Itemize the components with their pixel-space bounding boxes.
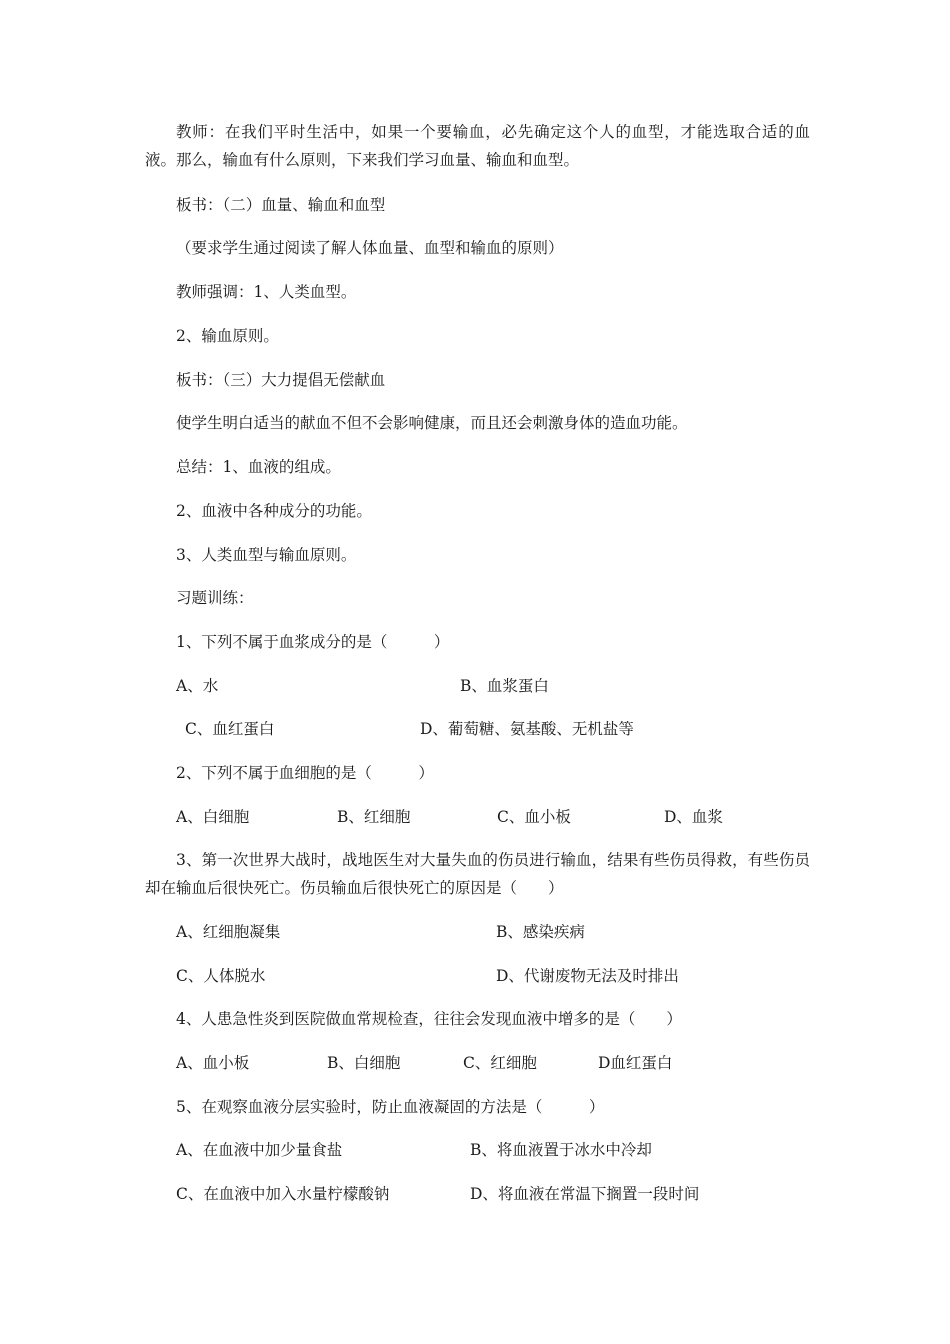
question-4-option-d: D血红蛋白 [598,1054,673,1072]
board-heading-3: 板书：（三）大力提倡无偿献血 [176,371,386,389]
summary-3: 3、人类血型与输血原则。 [176,546,357,564]
question-3-option-a: A、红细胞凝集 [176,923,281,941]
reading-note: （要求学生通过阅读了解人体血量、血型和输血的原则） [176,239,564,257]
board-heading-2: 板书：（二）血量、输血和血型 [176,196,386,214]
question-1-option-d: D、葡萄糖、氨基酸、无机盐等 [420,720,634,738]
teacher-emphasis-2: 2、输血原则。 [176,327,279,345]
question-3-stem: 3、第一次世界大战时，战地医生对大量失血的伤员进行输血，结果有些伤员得救，有些伤员却在输血后很快死亡。伤员输血后很快死亡的原因是（ ） [145,851,810,897]
question-2-option-a: A、白细胞 [176,808,250,826]
question-4-option-c: C、红细胞 [463,1054,537,1072]
question-2-option-c: C、血小板 [497,808,571,826]
question-4-option-b: B、白细胞 [327,1054,401,1072]
question-5-option-d: D、将血液在常温下搁置一段时间 [470,1185,700,1203]
question-1-stem: 1、下列不属于血浆成分的是（ ） [176,633,450,651]
question-1-option-b: B、血浆蛋白 [460,677,549,695]
question-1-option-a: A、水 [176,677,219,695]
question-3-option-b: B、感染疾病 [496,923,585,941]
question-2-option-b: B、红细胞 [337,808,411,826]
question-1-option-c: C、血红蛋白 [185,720,275,738]
donation-note: 使学生明白适当的献血不但不会影响健康，而且还会刺激身体的造血功能。 [176,414,688,432]
summary-1: 总结：1、血液的组成。 [176,458,341,476]
question-5-option-a: A、在血液中加少量食盐 [176,1141,343,1159]
question-4-option-a: A、血小板 [176,1054,250,1072]
question-5-stem: 5、在观察血液分层实验时，防止血液凝固的方法是（ ） [176,1098,605,1116]
teacher-emphasis-1: 教师强调：1、人类血型。 [176,283,357,301]
paragraph-intro: 教师：在我们平时生活中，如果一个要输血，必先确定这个人的血型，才能选取合适的血液。那么，输血有什么原则，下来我们学习血量、输血和血型。 [145,123,810,169]
question-3-option-c: C、人体脱水 [176,967,266,985]
exercise-heading: 习题训练： [176,589,254,607]
question-5-option-b: B、将血液置于冰水中冷却 [470,1141,652,1159]
question-4-stem: 4、人患急性炎到医院做血常规检查，往往会发现血液中增多的是（ ） [176,1010,682,1028]
summary-2: 2、血液中各种成分的功能。 [176,502,372,520]
question-3-option-d: D、代谢废物无法及时排出 [496,967,679,985]
question-2-stem: 2、下列不属于血细胞的是（ ） [176,764,434,782]
question-5-option-c: C、在血液中加入水量柠檬酸钠 [176,1185,390,1203]
question-2-option-d: D、血浆 [664,808,723,826]
